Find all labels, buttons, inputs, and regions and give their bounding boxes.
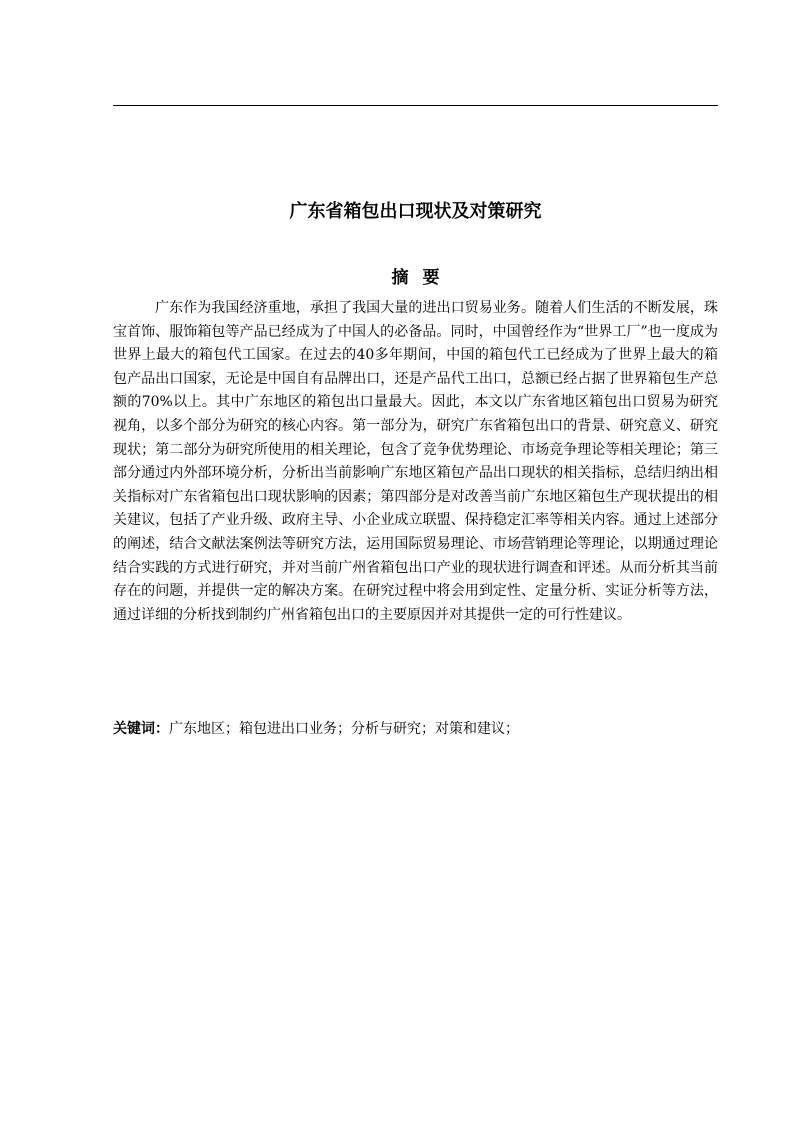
- keywords-line: [113, 718, 718, 742]
- abstract-paragraph: 广东作为我国经济重地，承担了我国大量的进出口贸易业务。随着人们生活的不断发展，珠宝首饰、服饰箱包等产品已经成为了中国人的必备品。同时，中国曾经作为“世界工厂”也一度成为世界上最大的箱包代工国家。在过去的40多年期间，中国的箱包代工已经成为了世界上最大的箱包产品出口国家，无论是中国自有品牌出口，还是产品代工出口，总额已经占据了世界箱包生产总额的70%以上。其中广东地区的箱包出口量最大。因此，本文以广东省地区箱包出口贸易为研究视角，以多个部分为研究的核心内容。第一部分为，研究广东省箱包出口的背景、研究意义、研究现状；第二部分为研究所使用的相关理论，包含了竞争优势理论、市场竞争理论等相关理论；第三部分通过内外部环境分析，分析出当前影响广东地区箱包产品出口现状的相关指标，总结归纳出相关指标对广东省箱包出口现状影响的因素；第四部分是对改善当前广东地区箱包生产现状提出的相关建议，包括了产业升级、政府主导、小企业成立联盟、保持稳定汇率等相关内容。通过上述部分的阐述，结合文献法案例法等研究方法，运用国际贸易理论、市场营销理论等理论，以期通过理论结合实践的方式进行研究，并对当前广州省箱包出口产业的现状进行调查和评述。从而分析其当前存在的问题，并提供一定的解决方案。在研究过程中将会用到定性、定量分析、实证分析等方法，通过详细的分析找到制约广州省箱包出口的主要原因并对其提供一定的可行性建议。: [113, 300, 718, 623]
- abstract-heading: 摘要: [391, 268, 454, 288]
- document-title: 广东省箱包出口现状及对策研究: [289, 201, 542, 222]
- header-rule: [113, 105, 718, 106]
- keywords-text: 广东地区；箱包进出口业务；分析与研究；对策和建议；: [169, 721, 519, 737]
- keywords-label: 关键词：: [113, 721, 169, 737]
